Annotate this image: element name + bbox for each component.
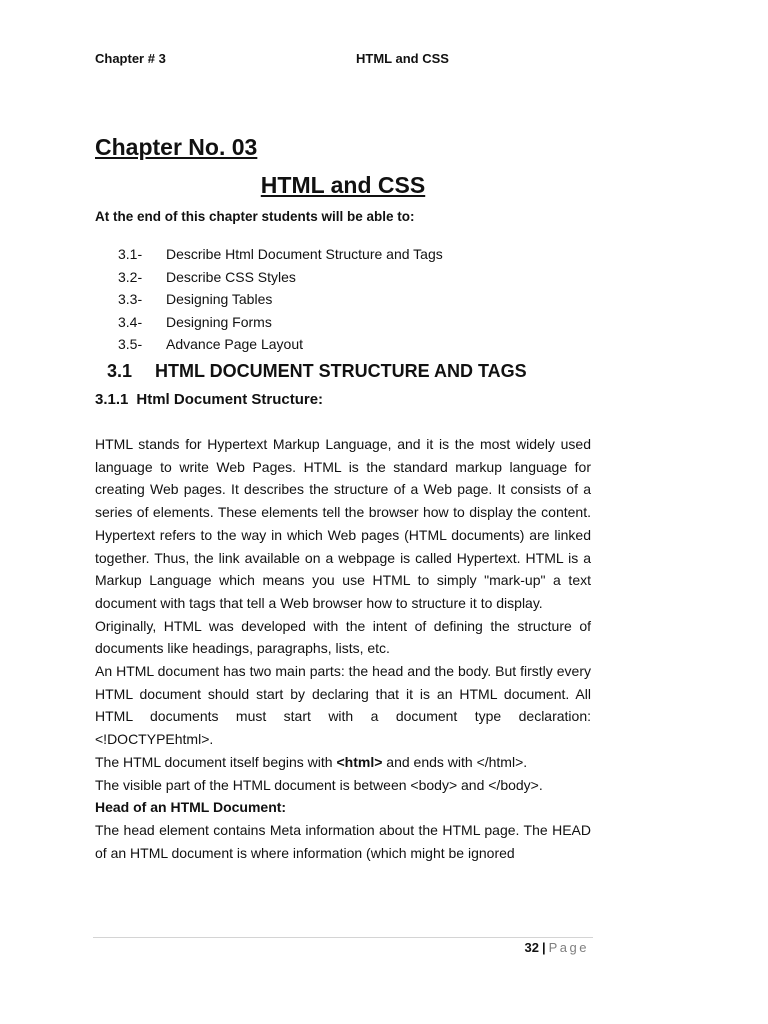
chapter-title-text: HTML and CSS xyxy=(260,172,426,198)
page-number: 32 xyxy=(524,940,539,955)
paragraph: An HTML document has two main parts: the head and the body. But firstly every HTML document should start by declaring that it is an HTML document. All HTML documents must start with a document type declaration: <!DOCTYPEhtml>. xyxy=(95,663,591,748)
header-topic-label: HTML and CSS xyxy=(356,51,449,66)
objectives-list xyxy=(118,244,443,357)
paragraph: The visible part of the HTML document is between <body> and </body>. xyxy=(95,776,543,793)
section-title: HTML DOCUMENT STRUCTURE AND TAGS xyxy=(155,361,527,381)
paragraph xyxy=(95,751,591,774)
section-heading xyxy=(107,359,527,383)
objective-item xyxy=(118,289,443,312)
page-separator: | xyxy=(541,940,546,955)
objective-number: 3.5- xyxy=(118,336,143,353)
paragraph: The head element contains Meta information about the HTML page. The HEAD of an HTML document is where information (which might be ignored xyxy=(95,821,591,861)
paragraph-text: and ends with </html>. xyxy=(382,753,528,770)
objective-text: Designing Tables xyxy=(166,291,273,308)
objective-item xyxy=(118,267,443,290)
subsection-number: 3.1.1 xyxy=(95,391,129,408)
objective-item xyxy=(118,334,443,357)
objectives-intro: At the end of this chapter students will be able to: xyxy=(95,209,415,224)
header-chapter-label: Chapter # 3 xyxy=(95,51,166,66)
running-header xyxy=(95,51,595,69)
paragraph-text: The HTML document itself begins with xyxy=(95,753,337,770)
section-number: 3.1 xyxy=(107,361,133,381)
objective-text: Describe CSS Styles xyxy=(166,268,296,285)
footer-divider xyxy=(93,937,593,938)
objective-text: Advance Page Layout xyxy=(166,336,303,353)
body-text xyxy=(95,433,591,864)
objective-text: Describe Html Document Structure and Tags xyxy=(166,246,443,262)
objective-number: 3.3- xyxy=(118,291,143,308)
objective-item xyxy=(118,312,443,335)
subsection-title: Html Document Structure: xyxy=(136,391,324,408)
head-section-heading: Head of an HTML Document: xyxy=(95,799,287,816)
page-label: Page xyxy=(548,940,589,955)
subsection-heading xyxy=(95,390,323,410)
chapter-number-heading: Chapter No. 03 xyxy=(95,134,258,160)
paragraph: HTML stands for Hypertext Markup Language, and it is the most widely used language to write Web Pages. HTML is the standard markup language for creating Web pages. It describes the structure of a Web page. It consists of a series of elements. These elements tell the browser how to display the content. Hypertext refers to the way in which Web pages (HTML documents) are linked together. Thus, the link available on a webpage is called Hypertext. HTML is a Markup Language which means you use HTML to simply "mark-up" a text document with tags that tell a Web browser how to structure it to display. xyxy=(95,436,591,611)
objective-number: 3.4- xyxy=(118,313,143,330)
html-open-tag-text: <html> xyxy=(336,753,383,770)
chapter-title-heading xyxy=(95,171,591,199)
page-footer xyxy=(95,940,589,955)
objective-text: Designing Forms xyxy=(166,313,272,330)
objective-number: 3.2- xyxy=(118,268,143,285)
paragraph: Originally, HTML was developed with the intent of defining the structure of documents like headings, paragraphs, lists, etc. xyxy=(95,617,591,657)
objective-number: 3.1- xyxy=(118,246,143,262)
objective-item xyxy=(118,244,443,267)
